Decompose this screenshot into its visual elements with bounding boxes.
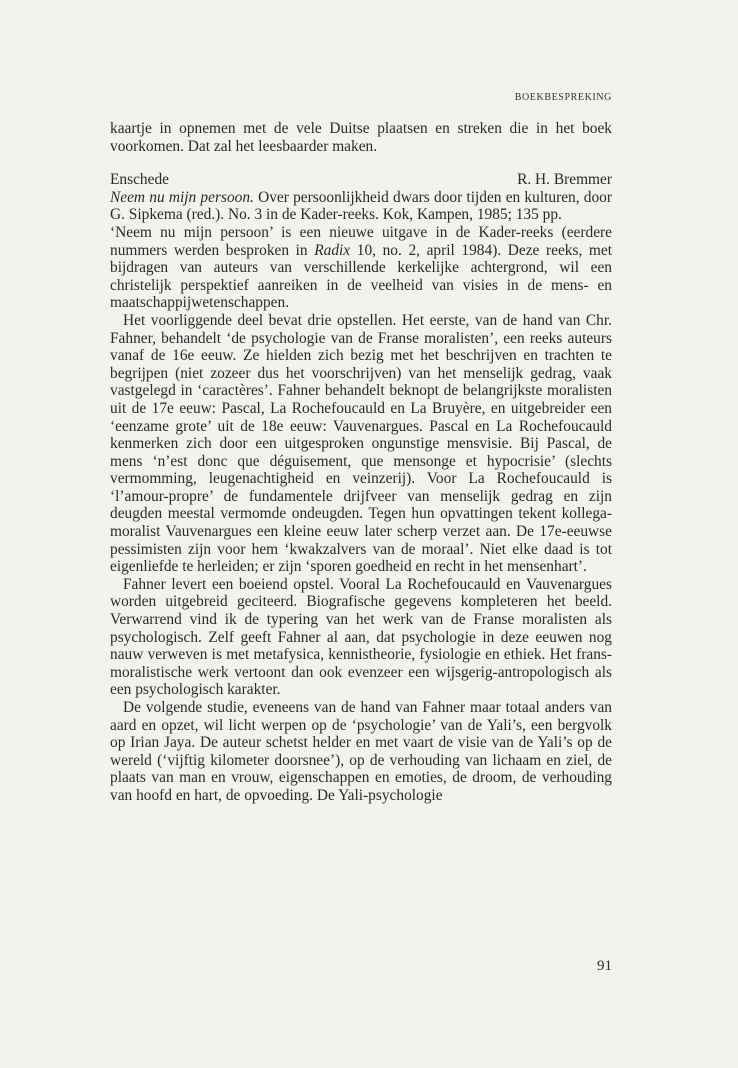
review-paragraph-1 — [110, 224, 612, 312]
signoff — [110, 171, 612, 189]
review-paragraph-2: Het voorliggende deel bevat drie opstellen. Het eerste, van de hand van Chr. Fahner, behandelt ‘de psychologie van de Franse moralisten’, een reeks auteurs vanaf de 16e eeuw. Ze hielden zich bezig met het beschrijven en trachten te begrijpen (niet zozeer dus het voorschrijven) van het menselijk gedrag, vaak vastgelegd in ‘caractères’. Fahner behandelt beknopt de belangrijkste moralisten uit de 17e eeuw: Pascal, La Rochefoucauld en La Bruyère, en uitgebreider een ‘eenzame grote’ uit de 18e eeuw: Vauvenargues. Pascal en La Rochefoucauld kenmerken zich door een uitgesproken ongunstige mensvisie. Bij Pascal, de mens ‘n’est donc que déguisement, que mensonge et hypocrisie’ (slechts vermomming, leugenachtigheid en veinzerij). Voor La Rochefoucauld is ‘l’amour-propre’ de fundamentele drijfveer van menselijk gedrag en zijn deugden meestal vermomde ondeugden. Tegen hun opvattingen tekent kollega-moralist Vauvenargues een kleine eeuw later scherp verzet aan. De 17e-eeuwse pessimisten zijn voor hem ‘kwakzalvers van de moraal’. Niet elke daad is tot eigenliefde te herleiden; er zijn ‘sporen goedheid en recht in het mensenhart’. — [110, 311, 612, 576]
closing-paragraph: kaartje in opnemen met de vele Duitse plaatsen en streken die in het boek voorkomen. Dat zal het leesbaarder maken. — [110, 120, 612, 155]
paragraph-text: 10, no. 2, april 1984). Deze reeks, met bijdragen van auteurs van verschillende kerkelijke achtergrond, wil een christelijk perspektief aanreiken in de veelheid van visies in de mens- en maatschappijwetenschappen. — [110, 241, 612, 312]
signoff-place: Enschede — [110, 171, 169, 189]
running-head: BOEKBESPREKING — [514, 92, 612, 103]
paragraph-text: ‘Neem nu mijn persoon’ is een nieuwe uitgave in de Kader-reeks (eerdere nummers werden besproken in — [110, 223, 612, 259]
page-number: 91 — [597, 958, 612, 974]
review-paragraph-4: De volgende studie, eveneens van de hand van Fahner maar totaal anders van aard en opzet, wil licht werpen op de ‘psychologie’ van de Yali’s, een bergvolk op Irian Jaya. De auteur schetst helder en met vaart de visie van de Yali’s op de wereld (‘vijftig kilometer doorsnee’), op de verhouding van lichaam en ziel, de plaats van man en vrouw, eigenschappen en emoties, de droom, de verhouding van hoofd en hart, de opvoeding. De Yali-psychologie — [110, 699, 612, 804]
review-book-title: Neem nu mijn persoon. — [110, 188, 254, 206]
body-text — [110, 120, 612, 805]
journal-name: Radix — [314, 241, 351, 259]
review-paragraph-3: Fahner levert een boeiend opstel. Vooral La Rochefoucauld en Vauvenargues worden uitgebreid geciteerd. Biografische gegevens kompleteren het beeld. Verwarrend vind ik de typering van het werk van de Franse moralisten als psychologisch. Zelf geeft Fahner al aan, dat psychologie in deze eeuwen nog nauw verweven is met metafysica, kennistheorie, fysiologie en ethiek. Het frans-moralistische werk vertoont dan ook evenzeer een wijsgerig-antropologisch als een psychologisch karakter. — [110, 575, 612, 699]
signoff-author: R. H. Bremmer — [517, 171, 612, 189]
review-book-details: Over persoonlijkheid dwars door tijden en kulturen, door G. Sipkema (red.). No. 3 in de Kader-reeks. Kok, Kampen, 1985; 135 pp. — [110, 188, 612, 224]
review-header — [110, 189, 612, 224]
